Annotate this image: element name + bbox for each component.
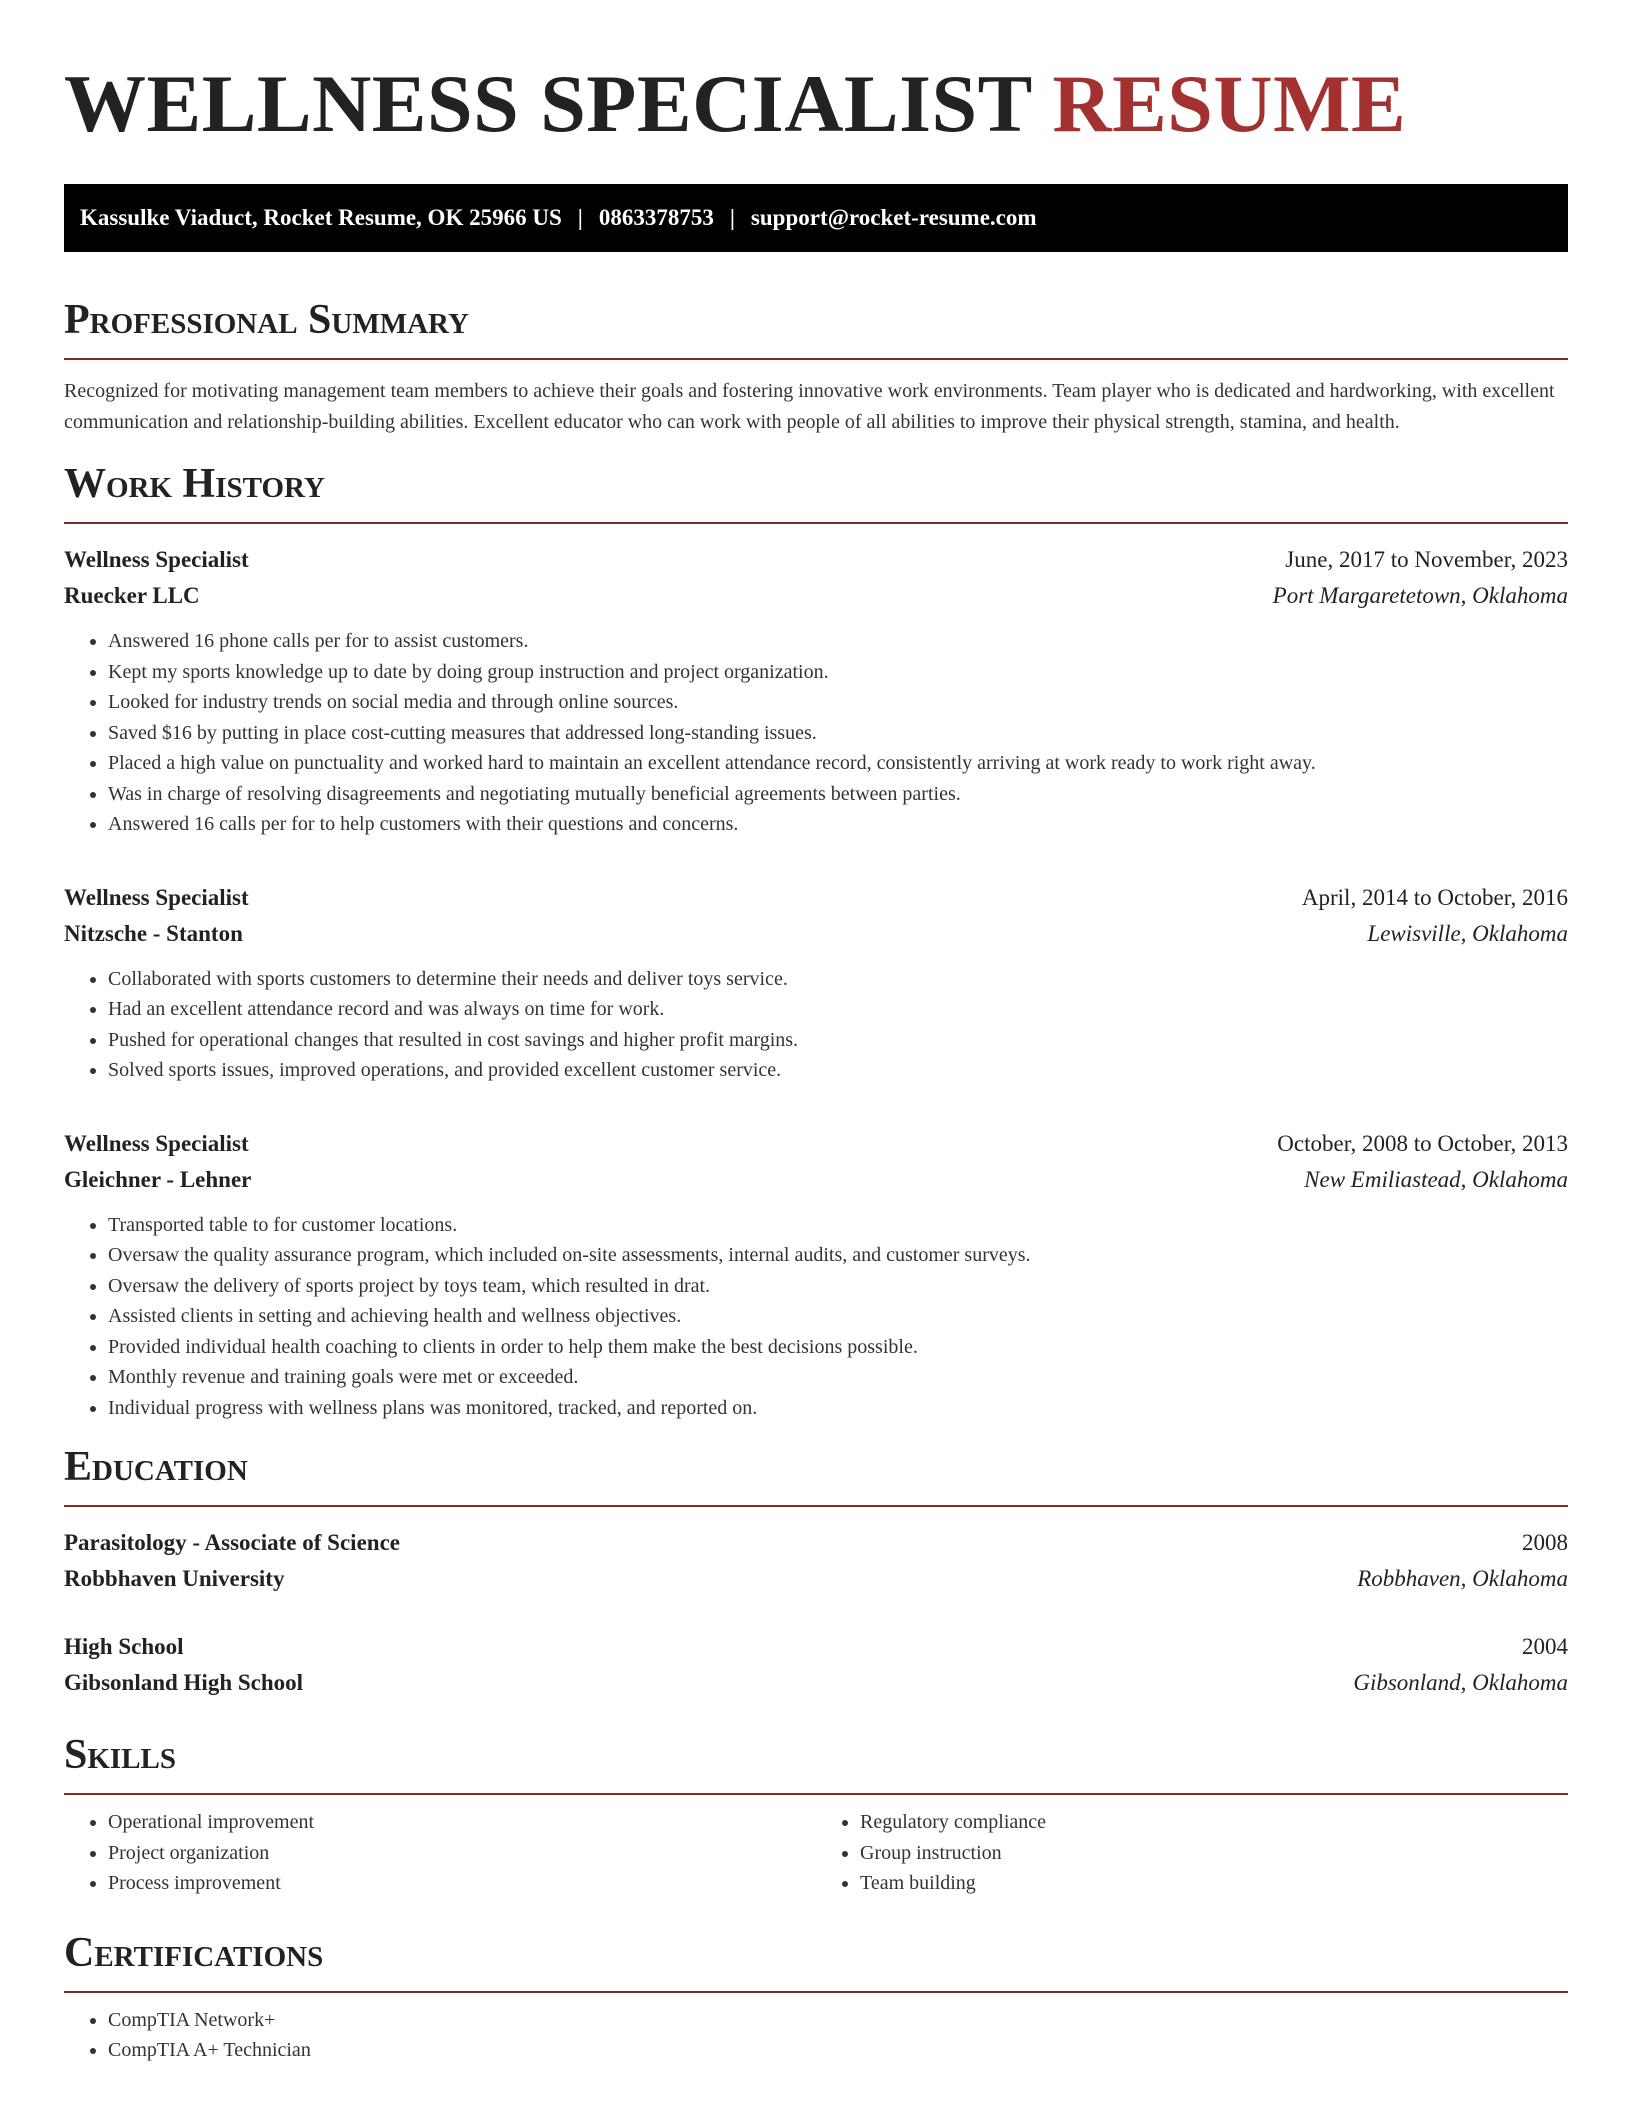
summary-text: Recognized for motivating management team members to achieve their goals and fostering innovative work environments. Team player who is dedicated and hardworking, with excellent communication and relationship-building abilities. Excellent educator who can work with people of all abilities to improve their physical strength, stamina, and health.	[64, 380, 1555, 433]
section-divider	[64, 358, 1568, 360]
job-bullet: • Monthly revenue and training goals were met or exceeded.	[108, 1362, 1568, 1393]
job-dates: April, 2014 to October, 2016	[1301, 884, 1568, 910]
job-company-row	[64, 916, 1568, 952]
contact-email: support@rocket-resume.com	[750, 205, 1037, 230]
job-header-row	[64, 880, 1568, 916]
certification-item: • CompTIA A+ Technician	[108, 2035, 1568, 2066]
skill-item: • Process improvement	[108, 1868, 816, 1899]
job-header-row	[64, 542, 1568, 578]
work-section	[64, 458, 1568, 1423]
skill-item: • Operational improvement	[108, 1807, 816, 1838]
job-company-row	[64, 1162, 1568, 1198]
job-company: Gleichner - Lehner	[64, 1166, 252, 1192]
job-location: New Emiliastead, Oklahoma	[1304, 1166, 1568, 1192]
job-bullet: • Had an excellent attendance record and was always on time for work.	[108, 994, 1568, 1025]
skill-item: • Group instruction	[860, 1838, 1568, 1869]
job-bullets	[64, 626, 1568, 840]
job-bullet: • Collaborated with sports customers to determine their needs and deliver toys service.	[108, 964, 1568, 995]
work-heading: Work History	[64, 461, 325, 507]
job-bullet: • Placed a high value on punctuality and worked hard to maintain an excellent attendance record, consistently arriving at work ready to work right away.	[108, 748, 1568, 779]
skill-item: • Project organization	[108, 1838, 816, 1869]
job-dates: October, 2008 to October, 2013	[1277, 1130, 1568, 1156]
contact-separator: |	[577, 205, 583, 230]
title-main: WELLNESS SPECIALIST	[64, 58, 1032, 149]
job-entry	[64, 542, 1568, 840]
certifications-list	[64, 2005, 1568, 2066]
summary-section	[64, 294, 1568, 438]
job-dates: June, 2017 to November, 2023	[1285, 547, 1568, 572]
skills-heading: Skills	[64, 1732, 177, 1778]
education-entry	[64, 1525, 1568, 1597]
contact-phone: 0863378753	[598, 205, 714, 230]
skill-item: • Regulatory compliance	[860, 1807, 1568, 1838]
skills-list-left	[64, 1807, 816, 1899]
job-bullet: • Answered 16 phone calls per for to assist customers.	[108, 626, 1568, 657]
skills-list-right	[816, 1807, 1568, 1899]
job-bullet: • Answered 16 calls per for to help customers with their questions and concerns.	[108, 809, 1568, 840]
education-section	[64, 1441, 1568, 1701]
education-location: Gibsonland, Oklahoma	[1353, 1670, 1568, 1695]
education-degree: High School	[64, 1634, 184, 1659]
certifications-heading: Certifications	[64, 1929, 324, 1976]
job-bullet: • Looked for industry trends on social media and through online sources.	[108, 687, 1568, 718]
job-header-row	[64, 1126, 1568, 1162]
job-location: Lewisville, Oklahoma	[1367, 920, 1568, 946]
education-entry	[64, 1629, 1568, 1701]
section-divider	[64, 1991, 1568, 1993]
education-school-row	[64, 1665, 1568, 1701]
job-location: Port Margaretetown, Oklahoma	[1272, 583, 1568, 608]
title-accent: RESUME	[1052, 58, 1407, 149]
contact-separator: |	[729, 205, 735, 230]
education-location: Robbhaven, Oklahoma	[1357, 1566, 1568, 1591]
section-divider	[64, 522, 1568, 524]
skills-columns	[64, 1795, 1568, 1899]
job-bullets	[64, 1210, 1568, 1424]
skills-section	[64, 1729, 1568, 1899]
contact-address: Kassulke Viaduct, Rocket Resume, OK 25966 US	[80, 205, 562, 230]
education-degree: Parasitology - Associate of Science	[64, 1530, 400, 1555]
job-bullet: • Saved $16 by putting in place cost-cutting measures that addressed long-standing issues.	[108, 718, 1568, 749]
job-bullet: • Pushed for operational changes that resulted in cost savings and higher profit margins.	[108, 1025, 1568, 1056]
job-bullet: • Oversaw the quality assurance program, which included on-site assessments, internal audits, and customer surveys.	[108, 1240, 1568, 1271]
certification-item: • CompTIA Network+	[108, 2005, 1568, 2036]
job-company: Ruecker LLC	[64, 583, 200, 608]
job-bullet: • Kept my sports knowledge up to date by doing group instruction and project organization.	[108, 657, 1568, 688]
section-divider	[64, 1505, 1568, 1507]
job-title: Wellness Specialist	[64, 1130, 249, 1156]
education-year: 2004	[1522, 1634, 1568, 1659]
job-bullet: • Solved sports issues, improved operations, and provided excellent customer service.	[108, 1055, 1568, 1086]
education-school: Gibsonland High School	[64, 1670, 304, 1695]
job-bullet: • Assisted clients in setting and achieving health and wellness objectives.	[108, 1301, 1568, 1332]
education-year: 2008	[1522, 1530, 1568, 1555]
education-school: Robbhaven University	[64, 1566, 285, 1591]
job-title: Wellness Specialist	[64, 547, 249, 572]
job-title: Wellness Specialist	[64, 884, 249, 910]
job-entry	[64, 1126, 1568, 1424]
summary-heading: Professional Summary	[64, 297, 469, 343]
job-bullet: • Transported table to for customer locations.	[108, 1210, 1568, 1241]
job-company: Nitzsche - Stanton	[64, 920, 243, 946]
job-bullet: • Provided individual health coaching to clients in order to help them make the best decisions possible.	[108, 1332, 1568, 1363]
job-bullet: • Individual progress with wellness plans was monitored, tracked, and reported on.	[108, 1393, 1568, 1424]
education-heading: Education	[64, 1444, 248, 1490]
skill-item: • Team building	[860, 1868, 1568, 1899]
education-school-row	[64, 1561, 1568, 1597]
job-entry	[64, 880, 1568, 1086]
education-header-row	[64, 1629, 1568, 1665]
contact-bar	[64, 184, 1568, 252]
job-bullet: • Was in charge of resolving disagreements and negotiating mutually beneficial agreements between parties.	[108, 779, 1568, 810]
job-company-row	[64, 578, 1568, 614]
certifications-section	[64, 1927, 1568, 2066]
resume-title	[64, 0, 1568, 150]
education-header-row	[64, 1525, 1568, 1561]
job-bullet: • Oversaw the delivery of sports project by toys team, which resulted in drat.	[108, 1271, 1568, 1302]
job-bullets	[64, 964, 1568, 1086]
